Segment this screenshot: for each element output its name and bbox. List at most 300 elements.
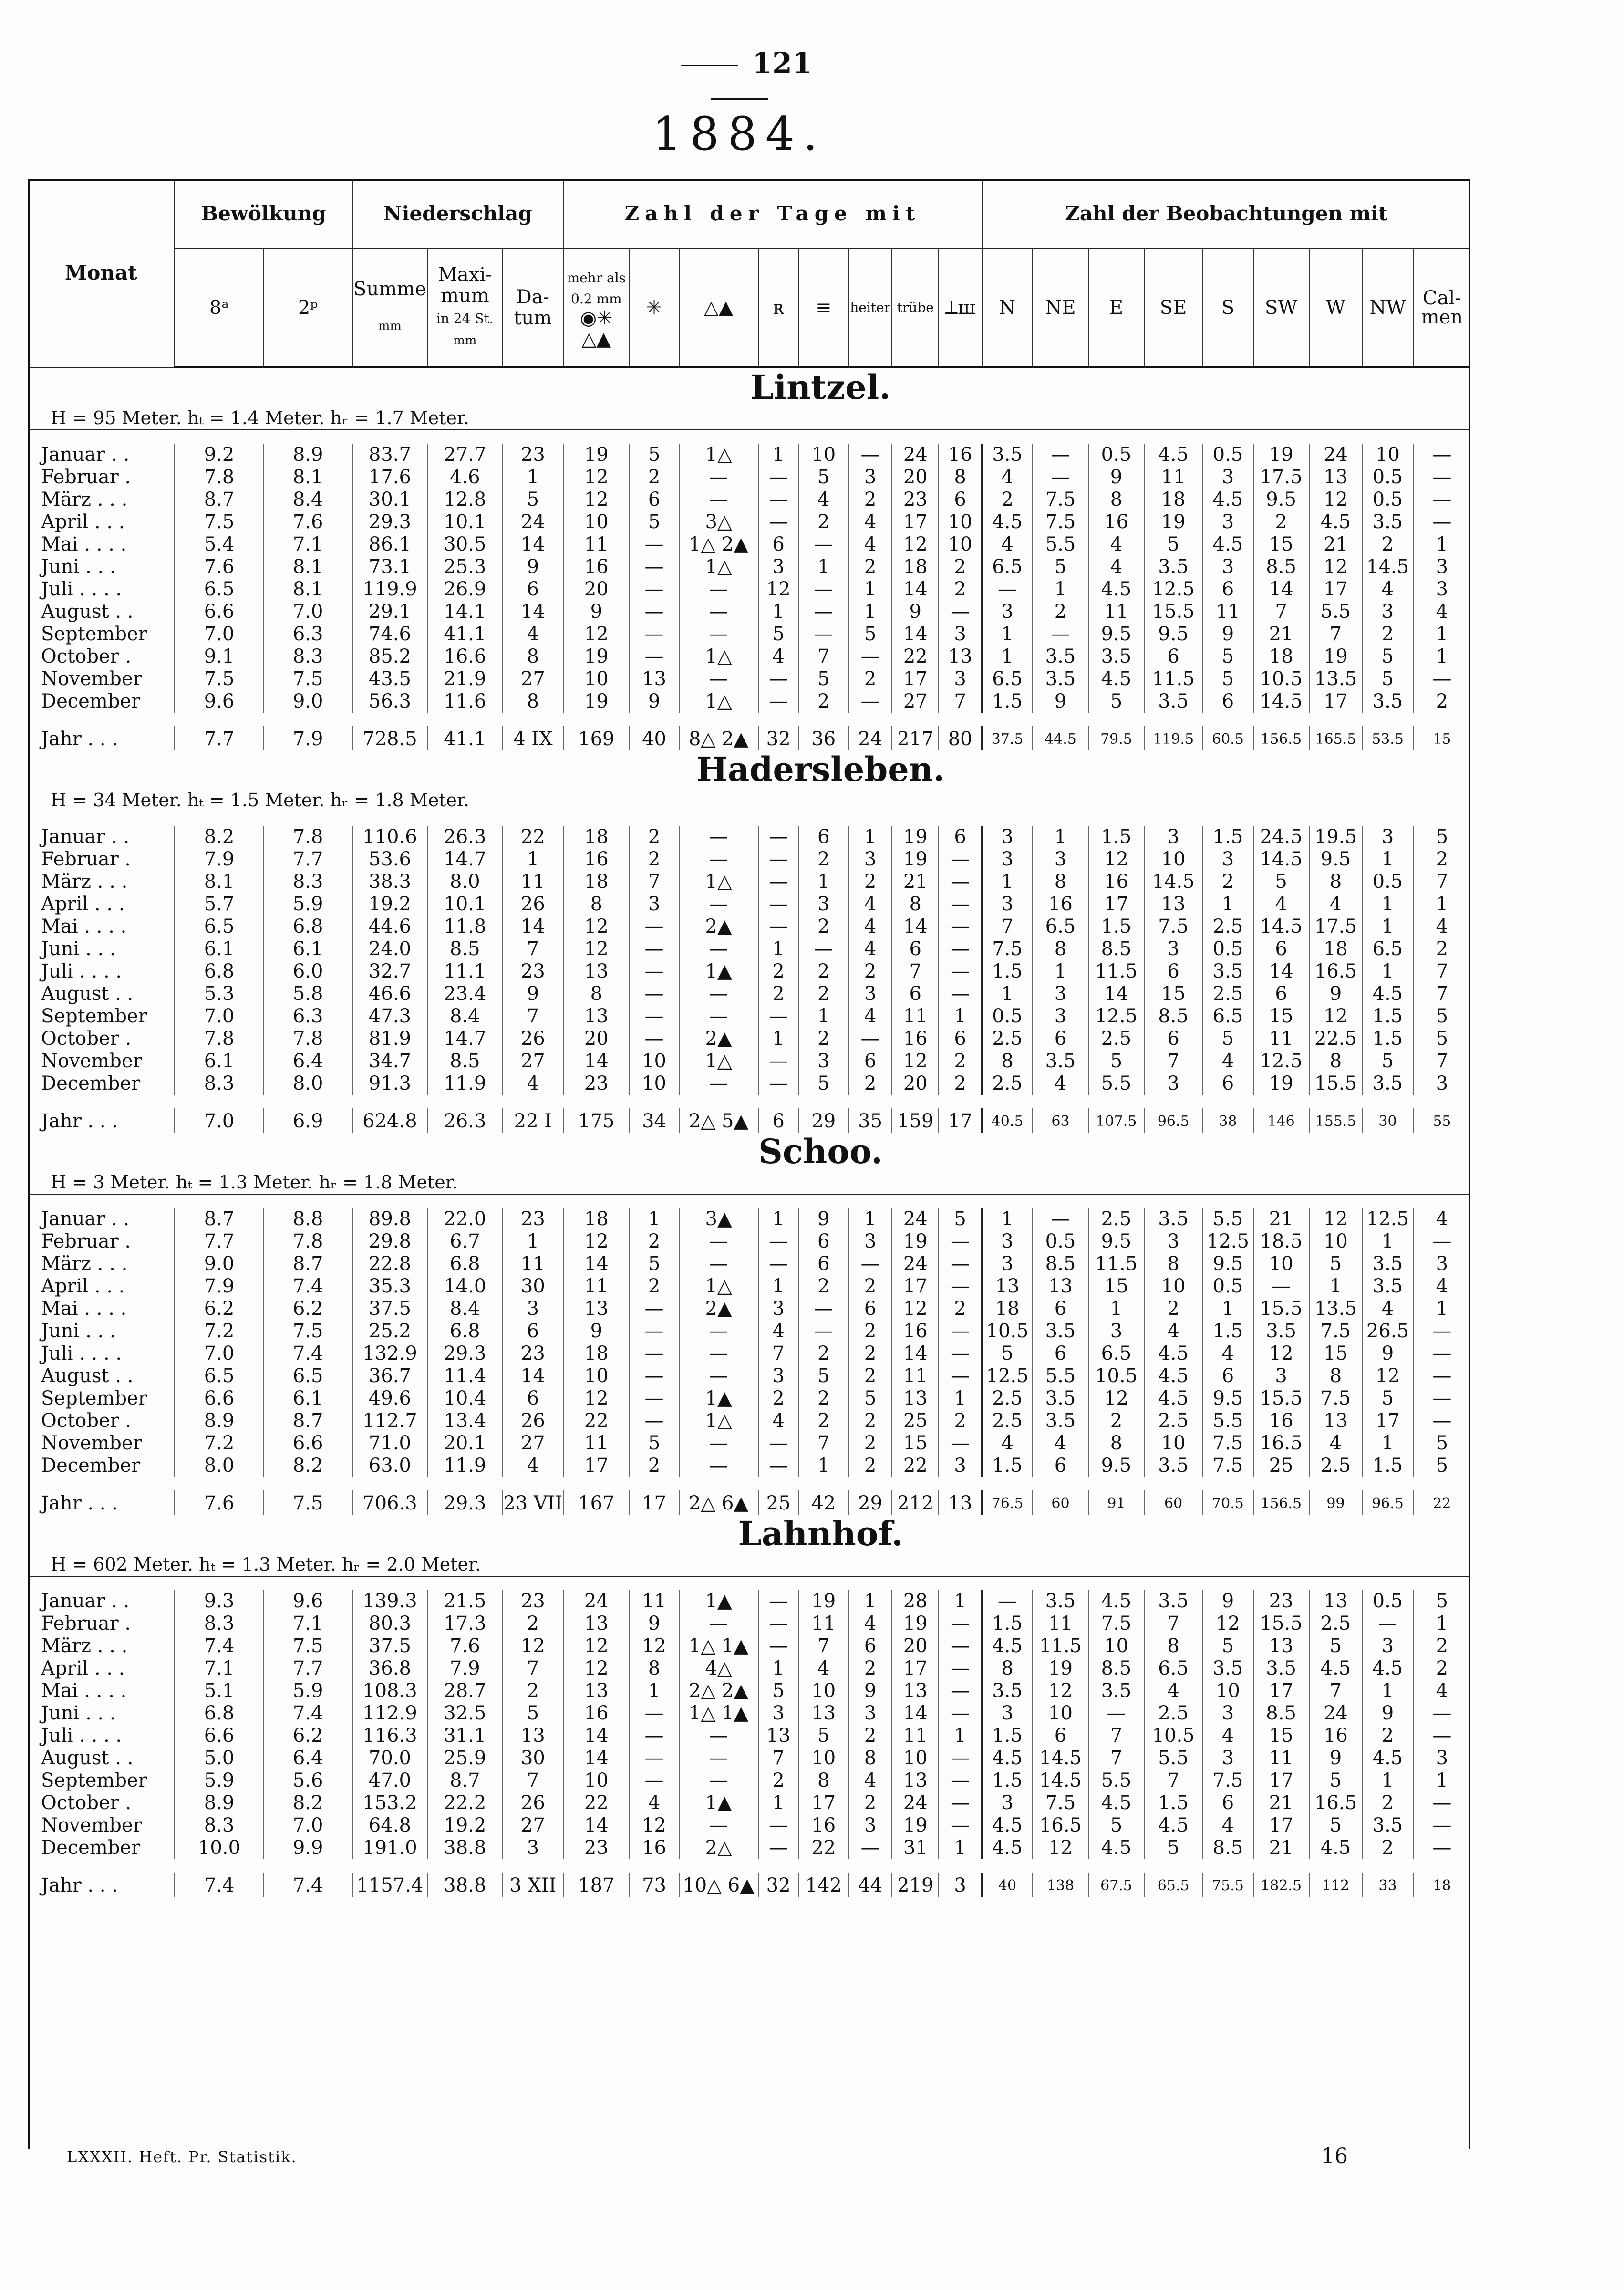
table-cell: 10 [1144,1275,1202,1298]
table-cell: 12.5 [1362,1208,1413,1230]
table-cell: 6 [629,489,679,511]
table-cell: 5 [799,466,848,489]
month-label: Januar . . [41,826,130,848]
table-cell: 2 [848,871,892,893]
table-cell: 7.6 [427,1635,502,1657]
table-cell: 8 [503,690,564,713]
table-cell: 1 [799,1005,848,1028]
table-cell: — [1033,1208,1088,1230]
table-cell: — [679,1725,758,1747]
table-cell: 4.5 [1309,1657,1363,1680]
month-label: Juli . . . . [41,1343,122,1364]
table-cell: 2 [848,1455,892,1477]
total-cell: 8△ 2▲ [679,726,758,750]
table-cell: — [679,983,758,1005]
table-cell: 11 [1144,466,1202,489]
table-cell: 8.2 [264,1455,352,1477]
table-cell: 9 [1309,983,1363,1005]
table-cell: 26.3 [427,826,502,848]
table-cell: 5.5 [1033,533,1088,556]
table-cell: 3 [1033,1005,1088,1028]
table-cell: 2 [629,848,679,871]
table-cell: — [629,1320,679,1343]
table-cell: 9.0 [175,1253,263,1275]
table-cell: 22 [503,826,564,848]
col-NE: NE [1033,249,1088,367]
total-cell: 91 [1088,1490,1144,1515]
table-cell: 1.5 [982,960,1033,983]
table-cell: 4 [629,1792,679,1814]
table-cell: 1 [1413,1770,1470,1792]
table-row [28,1432,1470,1455]
table-cell: 12.5 [1088,1005,1144,1028]
table-cell: 5.4 [175,533,263,556]
table-cell: — [679,1230,758,1253]
spacer-row [28,812,1470,826]
table-cell: 3.5 [982,1680,1033,1702]
table-cell: 38.3 [352,871,427,893]
table-cell: 7.7 [264,848,352,871]
table-cell: 7.0 [175,1343,263,1365]
col-2p: 2ᵖ [264,249,352,367]
table-row [28,1275,1470,1298]
table-cell: 8.4 [427,1005,502,1028]
month-label: März . . . [41,871,128,893]
total-cell: 18 [1413,1873,1470,1897]
table-cell: 9 [1309,1747,1363,1770]
month-label: December [41,1455,141,1477]
table-cell: 1▲ [679,1590,758,1613]
table-cell: 2 [799,1028,848,1050]
table-cell: 3 [1033,983,1088,1005]
table-cell: 46.6 [352,983,427,1005]
table-cell: 4 [1253,893,1309,916]
table-cell: 4 [1362,578,1413,601]
table-cell: 1▲ [679,960,758,983]
table-cell: 108.3 [352,1680,427,1702]
month-label: Juli . . . . [41,960,122,982]
table-row [28,690,1470,713]
table-cell: — [1413,444,1470,466]
table-cell: 4.5 [982,511,1033,533]
table-cell: 83.7 [352,444,427,466]
table-cell: 13 [892,1770,939,1792]
table-cell: 8.9 [175,1792,263,1814]
table-cell: 1△ [679,690,758,713]
table-cell: 6.3 [264,623,352,645]
table-cell: 5 [1413,1432,1470,1455]
total-cell: 7.7 [175,726,263,750]
table-cell: 12.5 [1202,1230,1253,1253]
table-cell: 6.5 [982,668,1033,690]
table-cell: 4 [1362,1298,1413,1320]
table-cell: 1.5 [1362,1028,1413,1050]
table-cell: 1 [1033,578,1088,601]
table-cell: — [939,1747,982,1770]
table-cell: — [1413,1814,1470,1837]
total-cell: 7.4 [264,1873,352,1897]
table-cell: 1 [1413,645,1470,668]
table-cell: 3 [1413,1747,1470,1770]
table-cell: 2 [848,1275,892,1298]
table-cell: — [939,1770,982,1792]
month-label: Februar . [41,1613,131,1634]
table-cell: — [1413,511,1470,533]
table-cell: — [939,848,982,871]
table-cell: 6.0 [264,960,352,983]
spacer-cell [28,713,1470,726]
table-cell: 16 [1253,1410,1309,1432]
table-cell: 14.7 [427,1028,502,1050]
total-cell: 24 [848,726,892,750]
table-cell: 8 [1144,1253,1202,1275]
spacer-row [28,1477,1470,1490]
table-cell: 6 [1144,645,1202,668]
total-cell: 67.5 [1088,1873,1144,1897]
table-cell: 6.8 [175,1702,263,1725]
table-cell: — [758,690,799,713]
table-cell: 25 [1253,1455,1309,1477]
table-cell: 3.5 [1144,1590,1202,1613]
table-cell: 19 [563,690,629,713]
table-cell: 8.1 [175,871,263,893]
table-cell: 22.5 [1309,1028,1363,1050]
table-cell: 1△ [679,871,758,893]
col-SW: SW [1253,249,1309,367]
table-cell: 11 [503,871,564,893]
table-cell: 1 [1362,1770,1413,1792]
total-cell: 99 [1309,1490,1363,1515]
table-cell: 2 [629,466,679,489]
table-cell: 9.6 [264,1590,352,1613]
table-cell: — [1253,1275,1309,1298]
table-cell: 3 [1362,1635,1413,1657]
total-cell: 107.5 [1088,1108,1144,1133]
table-cell: 4 [848,533,892,556]
table-cell: 10.1 [427,893,502,916]
table-cell: 3 [1202,556,1253,578]
table-cell: 24 [892,1208,939,1230]
table-cell: 5 [503,489,564,511]
table-cell: 19 [892,1814,939,1837]
table-row [28,1770,1470,1792]
table-cell: 2 [848,489,892,511]
table-cell: 6 [758,533,799,556]
year-total-label: Jahr . . . [41,728,118,750]
table-cell: 10 [1253,1253,1309,1275]
table-cell: 11 [799,1613,848,1635]
table-cell: — [629,1005,679,1028]
table-cell: 4.5 [1088,668,1144,690]
total-cell: 25 [758,1490,799,1515]
table-cell: — [799,1298,848,1320]
table-cell: 9 [848,1680,892,1702]
table-cell: 2 [939,1410,982,1432]
table-cell: 8.7 [264,1253,352,1275]
table-cell: 19 [892,1230,939,1253]
table-cell: 7 [1253,601,1309,623]
spacer-cell [28,430,1470,444]
table-cell: 2 [982,489,1033,511]
table-cell: — [679,1365,758,1387]
table-cell: 1 [758,1208,799,1230]
total-cell: 38 [1202,1108,1253,1133]
table-cell: 1 [939,1837,982,1859]
month-label: September [41,1005,147,1027]
table-cell: 14 [503,1365,564,1387]
table-cell: 116.3 [352,1725,427,1747]
table-cell: — [799,938,848,960]
table-cell: 7 [939,690,982,713]
month-label: October . [41,1792,132,1814]
table-cell: 3 [982,848,1033,871]
table-cell: 8 [848,1747,892,1770]
table-cell: 16.6 [427,645,502,668]
table-cell: 2 [848,1432,892,1455]
table-cell: 6 [503,578,564,601]
table-cell: 7.5 [1144,916,1202,938]
total-cell: 23 VII [503,1490,564,1515]
table-cell: 2 [939,578,982,601]
table-cell: — [939,938,982,960]
table-cell: 2.5 [1202,916,1253,938]
station-meta: H = 34 Meter. hₜ = 1.5 Meter. hᵣ = 1.8 Meter. [51,790,469,811]
table-cell: 3.5 [1033,1320,1088,1343]
table-cell: 5 [1309,1814,1363,1837]
table-cell: 38.8 [427,1837,502,1859]
table-cell: 12 [1309,1208,1363,1230]
table-cell: — [1413,1230,1470,1253]
table-cell: 10 [563,1365,629,1387]
table-cell: 3.5 [1362,1072,1413,1095]
table-cell: 11 [563,533,629,556]
table-cell: — [1413,1410,1470,1432]
table-cell: 1.5 [1362,1005,1413,1028]
month-label: Mai . . . . [41,1298,127,1320]
table-cell: 2 [1413,848,1470,871]
table-cell: 18.5 [1253,1230,1309,1253]
table-cell: 6.2 [264,1298,352,1320]
month-label: Juni . . . [41,1320,116,1342]
table-cell: 6.7 [427,1230,502,1253]
table-cell: 29.8 [352,1230,427,1253]
total-cell: 119.5 [1144,726,1202,750]
table-cell: 20.1 [427,1432,502,1455]
table-cell: — [758,1253,799,1275]
table-cell: — [1413,1792,1470,1814]
table-cell: 4 [848,893,892,916]
month-label: Mai . . . . [41,1680,127,1702]
table-cell: 2 [503,1680,564,1702]
table-cell: 7.0 [175,1005,263,1028]
table-cell: 1.5 [1088,916,1144,938]
table-cell: — [939,1657,982,1680]
table-cell: 6 [1033,1455,1088,1477]
table-cell: 24 [892,1253,939,1275]
table-cell: 7 [1309,623,1363,645]
monat-header: Monat [28,179,175,367]
table-cell: 4.5 [1144,1387,1202,1410]
table-cell: 8.7 [175,1208,263,1230]
table-cell: 8 [1309,871,1363,893]
table-cell: 8.3 [175,1814,263,1837]
table-cell: — [679,848,758,871]
table-cell: 5.9 [264,1680,352,1702]
table-row [28,1320,1470,1343]
table-cell: 10 [629,1050,679,1072]
total-cell: 30 [1362,1108,1413,1133]
table-cell: 8.2 [264,1792,352,1814]
table-cell: — [799,533,848,556]
table-cell: 8 [1033,938,1088,960]
table-cell: 6.2 [175,1298,263,1320]
table-cell: 3.5 [1202,1657,1253,1680]
table-cell: — [629,1387,679,1410]
table-cell: 16 [1088,511,1144,533]
table-cell: 9.2 [175,444,263,466]
table-cell: 3.5 [1033,668,1088,690]
table-cell: 3.5 [1033,1050,1088,1072]
table-cell: 8.5 [1088,1657,1144,1680]
table-cell: 1△ [679,1410,758,1432]
table-cell: 11 [1253,1028,1309,1050]
table-cell: 4 [1088,556,1144,578]
table-cell: 27 [503,1814,564,1837]
table-cell: 1 [1088,1298,1144,1320]
table-cell: 26 [503,1028,564,1050]
table-cell: — [939,1230,982,1253]
total-cell: 219 [892,1873,939,1897]
table-cell: 2 [799,511,848,533]
table-cell: 1△ [679,1275,758,1298]
table-cell: 4 [1309,893,1363,916]
table-cell: 13 [1309,466,1363,489]
station-heading [28,1515,1470,1576]
month-label: August . . [41,1365,134,1387]
table-cell: 20 [563,1028,629,1050]
table-cell: — [629,1747,679,1770]
table-cell: 14 [563,1747,629,1770]
table-cell: 3 [939,623,982,645]
table-cell: 3 [1362,601,1413,623]
table-cell: 6.6 [175,601,263,623]
table-row [28,1410,1470,1432]
table-cell: 17 [892,511,939,533]
table-cell: 3 [758,1702,799,1725]
table-cell: 4 [982,1432,1033,1455]
table-cell: 1 [1309,1275,1363,1298]
table-cell: 11 [892,1005,939,1028]
table-cell: 2 [1033,601,1088,623]
table-cell: 19 [1253,1072,1309,1095]
table-cell: 7 [758,1343,799,1365]
table-cell: 11.5 [1033,1635,1088,1657]
table-row [28,1635,1470,1657]
table-cell: 64.8 [352,1814,427,1837]
table-cell: 11.6 [427,690,502,713]
total-cell: 65.5 [1144,1873,1202,1897]
table-cell: 12 [892,1050,939,1072]
table-cell: 9.9 [264,1837,352,1859]
table-cell: — [758,1590,799,1613]
table-cell: — [939,1432,982,1455]
table-cell: 8.5 [1088,938,1144,960]
table-cell: 12.5 [982,1365,1033,1387]
table-cell: 2 [629,1275,679,1298]
total-cell: 138 [1033,1873,1088,1897]
table-row [28,1230,1470,1253]
table-cell: 22 [563,1792,629,1814]
table-cell: 5 [799,1365,848,1387]
table-cell: 12 [629,1635,679,1657]
table-cell: 8.3 [264,871,352,893]
month-label: August . . [41,601,134,623]
total-cell: 60 [1033,1490,1088,1515]
table-cell: 49.6 [352,1387,427,1410]
table-cell: 1 [758,1792,799,1814]
table-cell: — [1413,1702,1470,1725]
table-cell: — [939,1680,982,1702]
total-cell: 34 [629,1108,679,1133]
table-cell: 3.5 [982,444,1033,466]
col-fog-icon: ≡ [799,249,848,367]
table-cell: 14 [563,1050,629,1072]
table-cell: 24 [503,511,564,533]
table-cell: 12 [1309,556,1363,578]
table-cell: — [848,645,892,668]
table-cell: 4 [1202,1725,1253,1747]
table-cell: 3.5 [1088,1680,1144,1702]
table-cell: 10 [1088,1635,1144,1657]
table-cell: 8 [503,645,564,668]
table-cell: 2 [799,1410,848,1432]
table-cell: 4 [1202,1343,1253,1365]
table-cell: 6 [939,826,982,848]
table-cell: 6.6 [175,1725,263,1747]
table-cell: 3.5 [1033,1410,1088,1432]
table-cell: 37.5 [352,1635,427,1657]
table-cell: 8.0 [427,871,502,893]
table-cell: 5 [758,1680,799,1702]
table-cell: 7.5 [1202,1455,1253,1477]
table-cell: 5 [758,623,799,645]
month-label: Februar . [41,466,131,488]
col-trube: trübe [892,249,939,367]
table-cell: 7.4 [264,1343,352,1365]
table-cell: 7.0 [264,601,352,623]
table-cell: 7 [982,916,1033,938]
table-cell: 3 [503,1298,564,1320]
table-cell: 4.5 [1088,1590,1144,1613]
table-cell: 13 [503,1725,564,1747]
table-cell: 5 [799,668,848,690]
table-cell: 17 [1309,578,1363,601]
table-cell: 2 [758,1387,799,1410]
total-cell: 32 [758,726,799,750]
col-storm-icon: ⟂ш [939,249,982,367]
table-cell: 4 [1033,1072,1088,1095]
year-total-row [28,1108,1470,1133]
table-cell: 110.6 [352,826,427,848]
table-cell: 7.4 [264,1275,352,1298]
table-cell: 8.4 [427,1298,502,1320]
table-cell: 2 [848,960,892,983]
table-cell: 0.5 [1362,489,1413,511]
station-heading [28,1133,1470,1194]
table-cell: 8 [982,1050,1033,1072]
spacer-row [28,1576,1470,1590]
table-cell: 8.5 [1253,556,1309,578]
